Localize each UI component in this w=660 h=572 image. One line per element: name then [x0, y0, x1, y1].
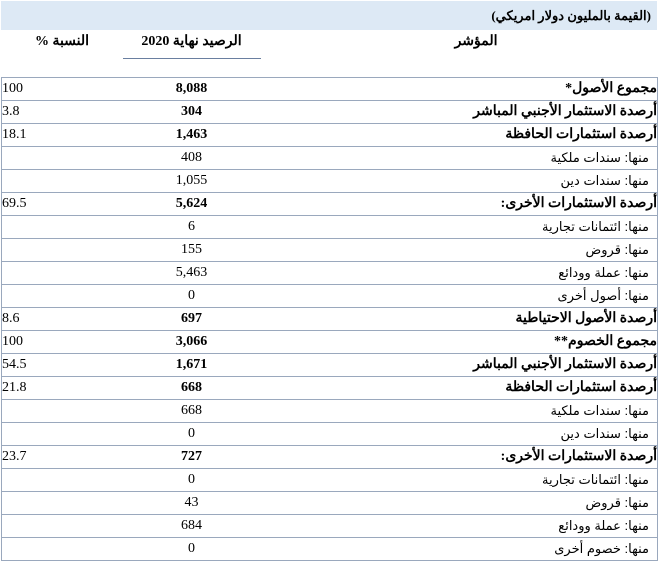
balance-cell: 6: [123, 216, 261, 239]
percent-cell: [2, 147, 123, 170]
balance-cell: 43: [123, 492, 261, 515]
indicator-cell: مجموع الأصول*: [261, 78, 658, 101]
table-row: [2, 193, 658, 216]
percent-cell: 21.8: [2, 377, 123, 400]
balance-cell: 0: [123, 469, 261, 492]
percent-cell: 69.5: [2, 193, 123, 216]
balance-cell: 8,088: [123, 78, 261, 101]
table-row: [2, 147, 658, 170]
indicator-cell: أرصدة الاستثمارات الأخرى:: [261, 446, 658, 469]
table-body: [2, 78, 658, 561]
indicator-cell: منها: قروض: [261, 492, 658, 515]
percent-cell: [2, 515, 123, 538]
indicator-cell: أرصدة استثمارات الحافظة: [261, 377, 658, 400]
balance-cell: 0: [123, 285, 261, 308]
table-row: [2, 78, 658, 101]
indicator-cell: منها: سندات دين: [261, 423, 658, 446]
balance-cell: 668: [123, 377, 261, 400]
table-row: [2, 101, 658, 124]
table-row: [2, 469, 658, 492]
table-row: [2, 538, 658, 561]
indicator-cell: منها: أصول أخرى: [261, 285, 658, 308]
percent-cell: 3.8: [2, 101, 123, 124]
table-row: [2, 262, 658, 285]
table-row: [2, 124, 658, 147]
balance-cell: 668: [123, 400, 261, 423]
indicator-cell: مجموع الخصوم**: [261, 331, 658, 354]
table-row: [2, 170, 658, 193]
balance-cell: 697: [123, 308, 261, 331]
balance-cell: 1,671: [123, 354, 261, 377]
balance-cell: 304: [123, 101, 261, 124]
percent-cell: [2, 239, 123, 262]
unit-banner: [1, 1, 657, 30]
percent-cell: [2, 216, 123, 239]
percent-cell: [2, 492, 123, 515]
indicator-cell: أرصدة الاستثمارات الأخرى:: [261, 193, 658, 216]
indicator-cell: منها: سندات دين: [261, 170, 658, 193]
balance-cell: 684: [123, 515, 261, 538]
table-row: [2, 308, 658, 331]
percent-cell: 100: [2, 78, 123, 101]
indicator-cell: منها: خصوم أخرى: [261, 538, 658, 561]
percent-cell: [2, 423, 123, 446]
percent-cell: [2, 469, 123, 492]
column-header-percent: النسبة %: [34, 34, 90, 49]
balance-cell: 1,055: [123, 170, 261, 193]
percent-cell: [2, 285, 123, 308]
balance-cell: 3,066: [123, 331, 261, 354]
balance-cell: 155: [123, 239, 261, 262]
indicator-cell: منها: عملة وودائع: [261, 262, 658, 285]
table-row: [2, 239, 658, 262]
indicator-cell: منها: عملة وودائع: [261, 515, 658, 538]
percent-cell: 54.5: [2, 354, 123, 377]
indicator-cell: منها: قروض: [261, 239, 658, 262]
balance-cell: 5,624: [123, 193, 261, 216]
indicator-cell: أرصدة استثمارات الحافظة: [261, 124, 658, 147]
balance-cell: 0: [123, 423, 261, 446]
column-header-balance: الرصيد نهاية 2020: [123, 30, 261, 59]
table-row: [2, 446, 658, 469]
indicator-cell: أرصدة الأصول الاحتياطية: [261, 308, 658, 331]
balance-cell: 5,463: [123, 262, 261, 285]
percent-cell: 18.1: [2, 124, 123, 147]
percent-cell: [2, 170, 123, 193]
percent-cell: [2, 538, 123, 561]
balance-cell: 408: [123, 147, 261, 170]
balance-cell: 1,463: [123, 124, 261, 147]
indicator-cell: منها: ائتمانات تجارية: [261, 216, 658, 239]
table-row: [2, 216, 658, 239]
table-row: [2, 331, 658, 354]
balance-cell: 0: [123, 538, 261, 561]
table-header-row: [2, 30, 658, 59]
percent-cell: 23.7: [2, 446, 123, 469]
table-row: [2, 285, 658, 308]
balance-cell: 727: [123, 446, 261, 469]
percent-cell: [2, 400, 123, 423]
column-header-indicator: المؤشر: [454, 34, 498, 49]
indicator-cell: أرصدة الاستثمار الأجنبي المباشر: [261, 101, 658, 124]
table-row: [2, 377, 658, 400]
indicator-cell: منها: سندات ملكية: [261, 147, 658, 170]
table-row: [2, 492, 658, 515]
percent-cell: 8.6: [2, 308, 123, 331]
percent-cell: 100: [2, 331, 123, 354]
indicator-cell: أرصدة الاستثمار الأجنبي المباشر: [261, 354, 658, 377]
header-spacer-row: [2, 59, 658, 78]
indicator-cell: منها: سندات ملكية: [261, 400, 658, 423]
table-row: [2, 400, 658, 423]
percent-cell: [2, 262, 123, 285]
table-row: [2, 423, 658, 446]
indicator-cell: منها: ائتمانات تجارية: [261, 469, 658, 492]
balances-table: [1, 30, 658, 561]
unit-note: (القيمة بالمليون دولار امريكي): [491, 8, 651, 23]
table-row: [2, 515, 658, 538]
table-row: [2, 354, 658, 377]
